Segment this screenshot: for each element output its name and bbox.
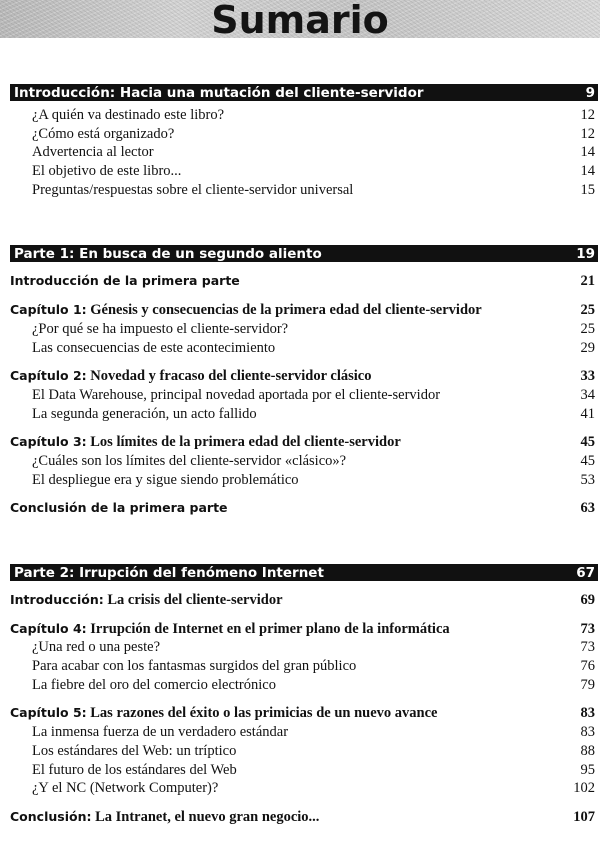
chapter-block xyxy=(10,367,598,423)
chapter-page-number: 33 xyxy=(580,368,595,385)
toc-entry[interactable] xyxy=(10,452,598,471)
entry-title: La inmensa fuerza de un verdadero estándar xyxy=(32,724,289,741)
chapter-label: Capítulo 1: xyxy=(10,302,87,318)
entry-title: Advertencia al lector xyxy=(32,144,154,161)
entry-page-number: 15 xyxy=(580,181,595,198)
section-title: Introducción: Hacia una mutación del cliente-servidor xyxy=(14,84,424,101)
chapter-title: La Intranet, el nuevo gran negocio... xyxy=(95,808,320,825)
chapter-entry[interactable] xyxy=(10,591,598,610)
page-title: Sumario xyxy=(211,0,389,42)
toc-entry[interactable] xyxy=(10,162,598,181)
chapter-block xyxy=(10,591,598,610)
toc-entry[interactable] xyxy=(10,471,598,490)
entry-page-number: 45 xyxy=(580,452,595,469)
entry-page-number: 53 xyxy=(580,471,595,488)
chapter-heading xyxy=(10,591,283,610)
entry-title: ¿Una red o una peste? xyxy=(32,639,161,656)
chapter-heading xyxy=(10,704,437,723)
section-gap xyxy=(10,199,598,245)
entry-page-number: 88 xyxy=(580,742,595,759)
chapter-page-number: 69 xyxy=(580,592,595,608)
chapter-heading xyxy=(10,301,482,320)
chapter-block xyxy=(10,808,598,827)
table-of-contents xyxy=(10,84,598,827)
entry-page-number: 12 xyxy=(580,107,595,123)
entry-title: El despliegue era y sigue siendo problemático xyxy=(32,471,299,488)
toc-entry[interactable] xyxy=(10,657,598,676)
chapter-heading xyxy=(10,620,450,639)
entry-title: Para acabar con los fantasmas surgidos del gran público xyxy=(32,658,357,675)
entry-page-number: 95 xyxy=(580,761,595,778)
section-header-bar[interactable] xyxy=(10,245,598,262)
entry-page-number: 14 xyxy=(580,163,595,180)
chapter-label: Conclusión: xyxy=(10,808,92,824)
toc-entry[interactable] xyxy=(10,761,598,780)
chapter-block xyxy=(10,620,598,695)
entry-page-number: 12 xyxy=(580,125,595,142)
section-header-bar[interactable] xyxy=(10,84,598,101)
toc-entry[interactable] xyxy=(10,723,598,742)
chapter-label: Introducción de la primera parte xyxy=(10,273,240,289)
entry-page-number: 29 xyxy=(580,339,595,356)
entry-page-number: 79 xyxy=(580,676,595,693)
entry-title: Preguntas/respuestas sobre el cliente-servidor universal xyxy=(32,181,354,198)
toc-entry[interactable] xyxy=(10,742,598,761)
chapter-heading xyxy=(10,808,319,827)
chapter-entry[interactable] xyxy=(10,499,598,518)
entry-page-number: 102 xyxy=(573,780,595,797)
chapter-page-number: 63 xyxy=(580,500,595,517)
entry-title: El Data Warehouse, principal novedad aportada por el cliente-servidor xyxy=(32,386,441,403)
toc-entry[interactable] xyxy=(10,676,598,695)
chapter-page-number: 21 xyxy=(580,273,595,290)
section-page-number: 19 xyxy=(576,245,595,262)
chapter-title: La crisis del cliente-servidor xyxy=(107,592,283,608)
toc-entry[interactable] xyxy=(10,779,598,798)
entry-page-number: 25 xyxy=(580,320,595,337)
entry-title: ¿A quién va destinado este libro? xyxy=(32,107,225,123)
entry-title: El futuro de los estándares del Web xyxy=(32,761,237,778)
chapter-title: Irrupción de Internet en el primer plano de la informática xyxy=(90,620,450,637)
chapter-block xyxy=(10,272,598,291)
chapter-label: Introducción: xyxy=(10,592,104,607)
chapter-heading xyxy=(10,433,401,452)
chapter-label: Capítulo 5: xyxy=(10,705,87,721)
chapter-entry[interactable] xyxy=(10,808,598,827)
section-header-bar[interactable] xyxy=(10,564,598,581)
chapter-page-number: 45 xyxy=(580,434,595,451)
entry-title: La fiebre del oro del comercio electrónico xyxy=(32,676,276,693)
chapter-entry[interactable] xyxy=(10,620,598,639)
chapter-page-number: 25 xyxy=(580,302,595,319)
chapter-page-number: 107 xyxy=(573,808,595,825)
chapter-heading xyxy=(10,367,372,386)
toc-entry[interactable] xyxy=(10,143,598,162)
chapter-title: Las razones del éxito o las primicias de un nuevo avance xyxy=(90,705,438,722)
chapter-heading xyxy=(10,272,240,291)
entry-title: ¿Y el NC (Network Computer)? xyxy=(32,780,219,797)
entry-title: La segunda generación, un acto fallido xyxy=(32,405,257,422)
entry-page-number: 41 xyxy=(580,405,595,422)
entry-page-number: 14 xyxy=(580,144,595,161)
chapter-heading xyxy=(10,499,228,518)
chapter-block xyxy=(10,433,598,489)
chapter-title: Los límites de la primera edad del cliente-servidor xyxy=(90,434,401,451)
chapter-label: Conclusión de la primera parte xyxy=(10,500,228,516)
entry-page-number: 73 xyxy=(580,639,595,656)
section-page-number: 67 xyxy=(576,564,595,581)
chapter-entry[interactable] xyxy=(10,367,598,386)
chapter-label: Capítulo 3: xyxy=(10,434,87,450)
chapter-block xyxy=(10,704,598,797)
toc-entry[interactable] xyxy=(10,638,598,657)
toc-entry[interactable] xyxy=(10,386,598,405)
section-page-number: 9 xyxy=(585,84,595,101)
chapter-block xyxy=(10,499,598,518)
chapter-block xyxy=(10,301,598,357)
chapter-entry[interactable] xyxy=(10,704,598,723)
toc-entry[interactable] xyxy=(10,106,598,125)
entry-title: ¿Cómo está organizado? xyxy=(32,125,175,142)
chapter-title: Novedad y fracaso del cliente-servidor clásico xyxy=(90,368,372,385)
entry-list xyxy=(10,106,598,199)
toc-entry[interactable] xyxy=(10,405,598,424)
section-title: Parte 2: Irrupción del fenómeno Internet xyxy=(14,564,324,581)
entry-title: ¿Cuáles son los límites del cliente-servidor «clásico»? xyxy=(32,452,347,469)
entry-page-number: 83 xyxy=(580,724,595,741)
entry-title: ¿Por qué se ha impuesto el cliente-servidor? xyxy=(32,320,289,337)
page-header xyxy=(0,0,600,42)
chapter-page-number: 83 xyxy=(580,705,595,722)
entry-page-number: 76 xyxy=(580,658,595,675)
chapter-title: Génesis y consecuencias de la primera edad del cliente-servidor xyxy=(90,302,482,319)
toc-entry[interactable] xyxy=(10,125,598,144)
toc-entry[interactable] xyxy=(10,320,598,339)
entry-title: Los estándares del Web: un tríptico xyxy=(32,742,237,759)
chapter-entry[interactable] xyxy=(10,301,598,320)
section-title: Parte 1: En busca de un segundo aliento xyxy=(14,245,322,262)
toc-entry[interactable] xyxy=(10,181,598,200)
toc-entry[interactable] xyxy=(10,339,598,358)
chapter-entry[interactable] xyxy=(10,433,598,452)
chapter-page-number: 73 xyxy=(580,620,595,637)
entry-title: Las consecuencias de este acontecimiento xyxy=(32,339,276,356)
chapter-label: Capítulo 2: xyxy=(10,368,87,384)
entry-page-number: 34 xyxy=(580,386,595,403)
chapter-label: Capítulo 4: xyxy=(10,620,87,636)
section-gap xyxy=(10,518,598,564)
chapter-entry[interactable] xyxy=(10,272,598,291)
entry-title: El objetivo de este libro... xyxy=(32,163,182,180)
